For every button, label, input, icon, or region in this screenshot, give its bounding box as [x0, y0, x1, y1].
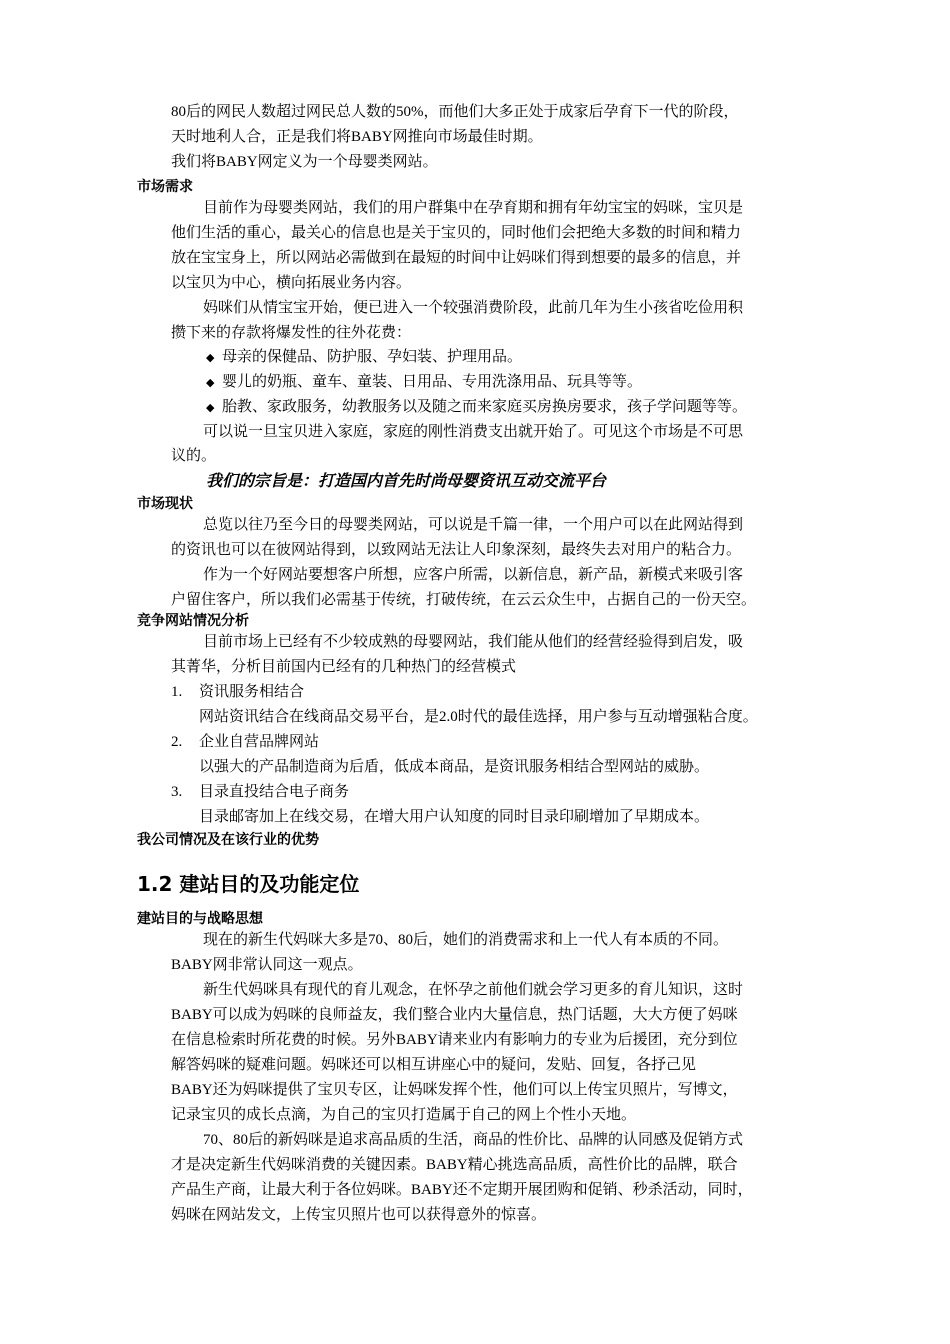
numbered-item-title — [171, 684, 304, 701]
paragraph-line: 可以说一旦宝贝进入家庭，家庭的刚性消费支出就开始了。可见这个市场是不可思 — [203, 424, 744, 440]
numbered-item-title — [171, 734, 319, 751]
item-title-text: 目录直投结合电子商务 — [199, 784, 350, 800]
paragraph-line: BABY还为妈咪提供了宝贝专区，让妈咪发挥个性，他们可以上传宝贝照片，写博文， — [171, 1082, 738, 1098]
mission-slogan: 我们的宗旨是：打造国内首先时尚母婴资讯互动交流平台 — [206, 471, 607, 490]
paragraph-line: 记录宝贝的成长点滴，为自己的宝贝打造属于自己的网上个性小天地。 — [171, 1107, 637, 1123]
paragraph-line: 解答妈咪的疑难问题。妈咪还可以相互讲座心中的疑问，发贴、回复，各抒己见 — [171, 1057, 697, 1073]
heading-competition: 竞争网站情况分析 — [137, 613, 249, 629]
paragraph-line: 在信息检索时所花费的时候。另外BABY请来业内有影响力的专业为后援团，充分到位 — [171, 1032, 738, 1048]
section-title: 1.2 建站目的及功能定位 — [137, 872, 360, 896]
list-item-text: 母亲的保健品、防护服、孕妇装、护理用品。 — [222, 349, 523, 365]
list-item — [206, 349, 522, 367]
item-number: 1. — [171, 684, 183, 700]
paragraph-line: 妈咪在网站发文，上传宝贝照片也可以获得意外的惊喜。 — [171, 1207, 547, 1223]
paragraph-line: 以宝贝为中心，横向拓展业务内容。 — [171, 275, 412, 291]
paragraph-line: 总览以往乃至今日的母婴类网站，可以说是千篇一律，一个用户可以在此网站得到 — [203, 517, 744, 533]
list-item-text: 婴儿的奶瓶、童车、童装、日用品、专用洗涤用品、玩具等等。 — [222, 374, 643, 390]
paragraph-line: 现在的新生代妈咪大多是70、80后，她们的消费需求和上一代人有本质的不同。 — [203, 932, 729, 948]
paragraph-line: 放在宝宝身上，所以网站必需做到在最短的时间中让妈咪们得到想要的最多的信息，并 — [171, 250, 742, 266]
paragraph-line: 攒下来的存款将爆发性的往外花费： — [171, 325, 412, 341]
paragraph-line: 新生代妈咪具有现代的育儿观念，在怀孕之前他们就会学习更多的育儿知识，这时 — [203, 982, 744, 998]
paragraph-line: 产品生产商，让最大利于各位妈咪。BABY还不定期开展团购和促销、秒杀活动，同时， — [171, 1182, 753, 1198]
paragraph-line: 才是决定新生代妈咪消费的关键因素。BABY精心挑选高品质，高性价比的品牌，联合 — [171, 1157, 738, 1173]
diamond-bullet-icon: ◆ — [206, 402, 215, 414]
paragraph-line: BABY网非常认同这一观点。 — [171, 957, 363, 973]
item-number: 3. — [171, 784, 183, 800]
heading-market-status: 市场现状 — [137, 496, 193, 512]
list-item — [206, 399, 747, 417]
intro-line-3: 我们将BABY网定义为一个母婴类网站。 — [171, 154, 438, 170]
diamond-bullet-icon: ◆ — [206, 352, 215, 364]
paragraph-line: 妈咪们从情宝宝开始，便已进入一个较强消费阶段，此前几年为生小孩省吃俭用积 — [203, 300, 744, 316]
list-item — [206, 374, 642, 392]
item-title-text: 企业自营品牌网站 — [199, 734, 320, 750]
paragraph-line: 作为一个好网站要想客户所想，应客户所需，以新信息，新产品，新模式来吸引客 — [203, 567, 744, 583]
numbered-item-desc: 网站资讯结合在线商品交易平台，是2.0时代的最佳选择，用户参与互动增强粘合度。 — [199, 709, 758, 725]
paragraph-line: 他们生活的重心，最关心的信息也是关于宝贝的，同时他们会把绝大多数的时间和精力 — [171, 225, 742, 241]
numbered-item-title — [171, 784, 349, 801]
list-item-text: 胎教、家政服务，幼教服务以及随之而来家庭买房换房要求，孩子学问题等等。 — [222, 399, 748, 415]
paragraph-line: BABY可以成为妈咪的良师益友，我们整合业内大量信息，热门话题，大大方便了妈咪 — [171, 1007, 738, 1023]
numbered-item-desc: 以强大的产品制造商为后盾，低成本商品，是资讯服务相结合型网站的威胁。 — [199, 759, 710, 775]
paragraph-line: 目前作为母婴类网站，我们的用户群集中在孕育期和拥有年幼宝宝的妈咪，宝贝是 — [203, 200, 744, 216]
heading-company: 我公司情况及在该行业的优势 — [137, 832, 319, 848]
item-title-text: 资讯服务相结合 — [199, 684, 305, 700]
intro-line-2: 天时地利人合，正是我们将BABY网推向市场最佳时期。 — [171, 129, 543, 145]
heading-market-demand: 市场需求 — [137, 179, 193, 195]
item-number: 2. — [171, 734, 183, 750]
paragraph-line: 议的。 — [171, 448, 217, 464]
diamond-bullet-icon: ◆ — [206, 377, 215, 389]
paragraph-line: 的资讯也可以在彼网站得到，以致网站无法让人印象深刻，最终失去对用户的粘合力。 — [171, 542, 742, 558]
paragraph-line: 户留住客户，所以我们必需基于传统，打破传统，在云云众生中，占据自己的一份天空。 — [171, 592, 757, 608]
paragraph-line: 其菁华，分析目前国内已经有的几种热门的经营模式 — [171, 659, 517, 675]
intro-line-1: 80后的网民人数超过网民总人数的50%，而他们大多正处于成家后孕育下一代的阶段， — [171, 104, 739, 120]
paragraph-line: 目前市场上已经有不少较成熟的母婴网站，我们能从他们的经营经验得到启发，吸 — [203, 634, 744, 650]
numbered-item-desc: 目录邮寄加上在线交易，在增大用户认知度的同时目录印刷增加了早期成本。 — [199, 809, 710, 825]
heading-purpose: 建站目的与战略思想 — [137, 911, 263, 927]
paragraph-line: 70、80后的新妈咪是追求高品质的生活，商品的性价比、品牌的认同感及促销方式 — [203, 1132, 744, 1148]
